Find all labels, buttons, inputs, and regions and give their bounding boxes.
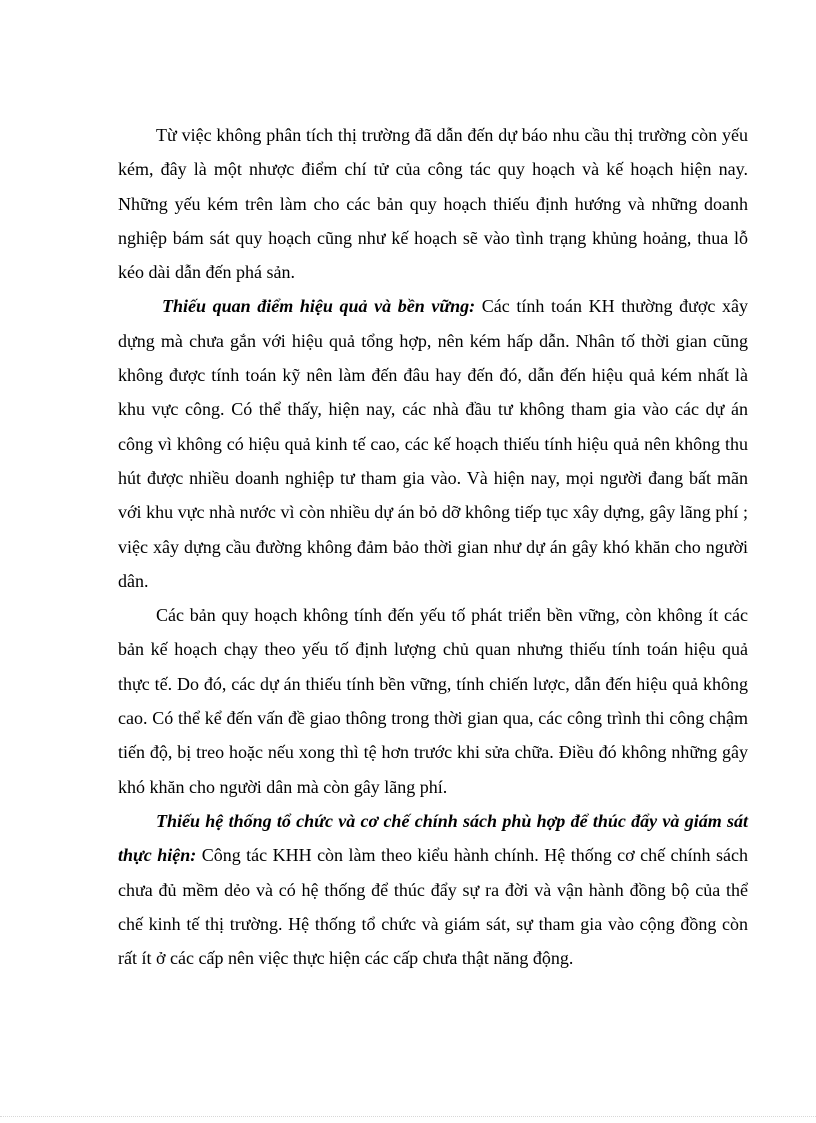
paragraph-2	[118, 289, 748, 598]
paragraph-1-text: Từ việc không phân tích thị trường đã dẫn đến dự báo nhu cầu thị trường còn yếu kém, đây là một nhược điểm chí tử của công tác quy hoạch và kế hoạch hiện nay. Những yếu kém trên làm cho các bản quy hoạch thiếu định hướng và những doanh nghiệp bám sát quy hoạch cũng như kế hoạch sẽ vào tình trạng khủng hoảng, thua lỗ kéo dài dẫn đến phá sản.	[118, 125, 748, 283]
paragraph-4-lead: Thiếu hệ thống tổ chức và cơ chế chính sách phù hợp để thúc đẩy và giám sát thực hiện:	[118, 810, 748, 866]
paragraph-1	[118, 118, 748, 289]
paragraph-3-text: Các bản quy hoạch không tính đến yếu tố phát triển bền vững, còn không ít các bản kế hoạch chạy theo yếu tố định lượng chủ quan nhưng thiếu tính toán hiệu quả thực tế. Do đó, các dự án thiếu tính bền vững, tính chiến lược, dẫn đến hiệu quả không cao. Có thể kể đến vấn đề giao thông trong thời gian qua, các công trình thi công chậm tiến độ, bị treo hoặc nếu xong thì tệ hơn trước khi sửa chữa. Điều đó không những gây khó khăn cho người dân mà còn gây lãng phí.	[118, 605, 748, 797]
paragraph-2-lead: Thiếu quan điểm hiệu quả và bền vững:	[162, 296, 476, 317]
paragraph-4	[118, 804, 748, 975]
page-bottom-divider	[0, 1116, 816, 1117]
document-page	[118, 118, 748, 975]
paragraph-4-text: Công tác KHH còn làm theo kiểu hành chính. Hệ thống cơ chế chính sách chưa đủ mềm dẻo và có hệ thống để thúc đẩy sự ra đời và vận hành đồng bộ của thể chế kinh tế thị trường. Hệ thống tổ chức và giám sát, sự tham gia vào cộng đồng còn rất ít ở các cấp nên việc thực hiện các cấp chưa thật năng động.	[118, 845, 748, 969]
paragraph-2-text: Các tính toán KH thường được xây dựng mà chưa gắn với hiệu quả tổng hợp, nên kém hấp dẫn. Nhân tố thời gian cũng không được tính toán kỹ nên làm đến đâu hay đến đó, dẫn đến hiệu quả kém nhất là khu vực công. Có thể thấy, hiện nay, các nhà đầu tư không tham gia vào các dự án công vì không có hiệu quả kinh tế cao, các kế hoạch thiếu tính hiệu quả nên không thu hút được nhiều doanh nghiệp tư tham gia vào. Và hiện nay, mọi người đang bất mãn với khu vực nhà nước vì còn nhiều dự án bỏ dỡ không tiếp tục xây dựng, gây lãng phí ; việc xây dựng cầu đường không đảm bảo thời gian như dự án gây khó khăn cho người dân.	[118, 296, 748, 591]
paragraph-3	[118, 598, 748, 804]
